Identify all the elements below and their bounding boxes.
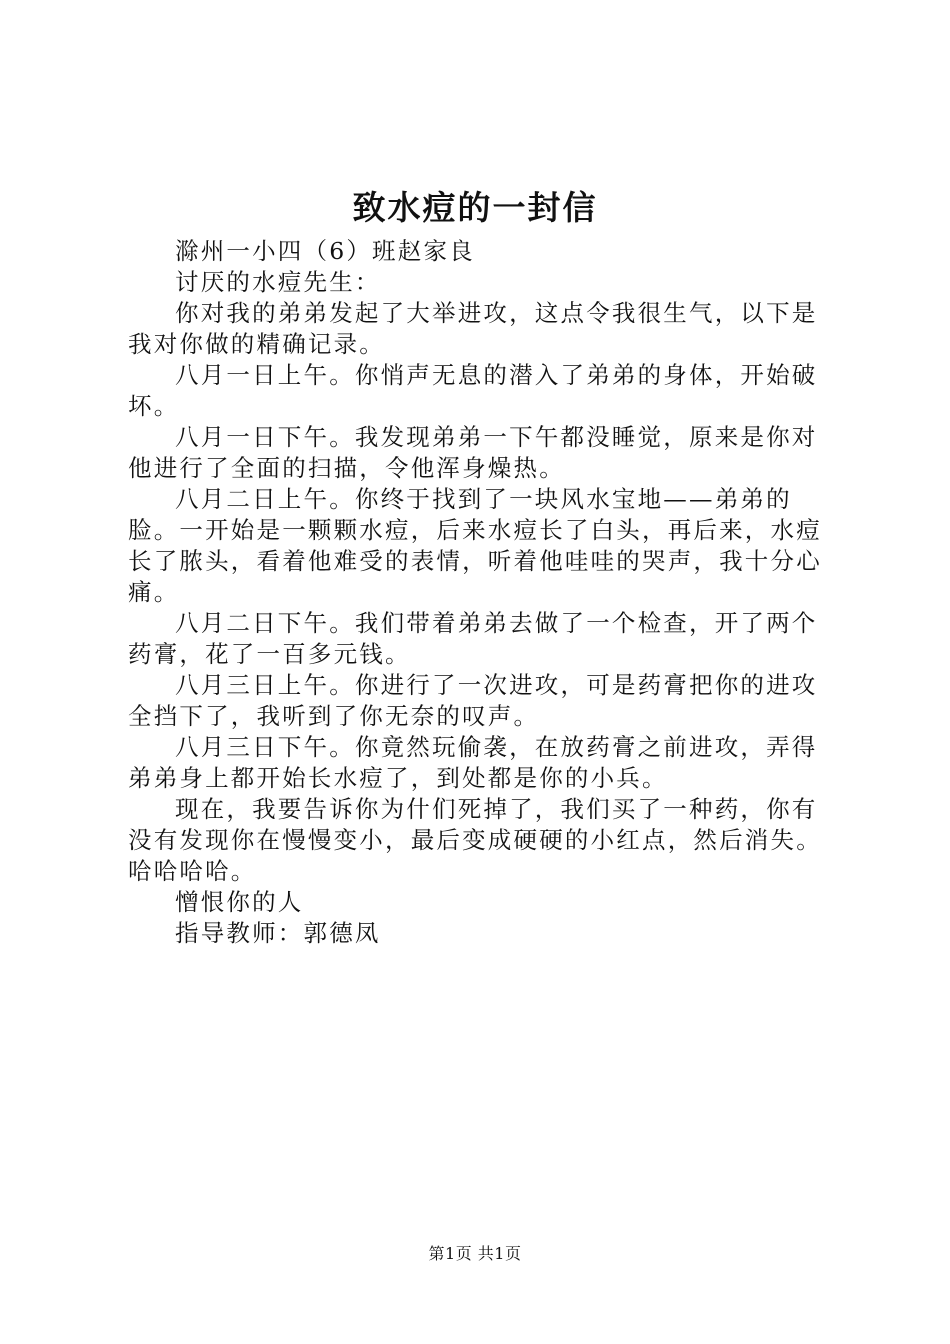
paragraph: 八月二日下午。我们带着弟弟去做了一个检查，开了两个药膏，花了一百多元钱。 xyxy=(128,609,818,668)
page-footer: 第1页 共1页 xyxy=(428,1244,522,1263)
paragraph: 八月三日下午。你竟然玩偷袭，在放药膏之前进攻，弄得弟弟身上都开始长水痘了，到处都是你的小兵。 xyxy=(128,733,818,792)
teacher-line: 指导教师：郭德凤 xyxy=(175,919,381,947)
paragraph: 八月一日下午。我发现弟弟一下午都没睡觉，原来是你对他进行了全面的扫描，令他浑身燥热。 xyxy=(128,423,818,482)
paragraph: 八月三日上午。你进行了一次进攻，可是药膏把你的进攻全挡下了，我听到了你无奈的叹声。 xyxy=(128,671,818,730)
paragraph: 你对我的弟弟发起了大举进攻，这点令我很生气，以下是我对你做的精确记录。 xyxy=(128,299,818,358)
paragraph: 现在，我要告诉你为什们死掉了，我们买了一种药，你有没有发现你在慢慢变小，最后变成硬硬的小红点，然后消失。哈哈哈哈。 xyxy=(128,795,822,885)
author-line: 滁州一小四（6）班赵家良 xyxy=(175,237,475,265)
closing-line: 憎恨你的人 xyxy=(175,888,304,916)
paragraph: 八月二日上午。你终于找到了一块风水宝地——弟弟的脸。一开始是一颗颗水痘，后来水痘长了白头，再后来，水痘长了脓头，看着他难受的表情，听着他哇哇的哭声，我十分心痛。 xyxy=(128,485,822,606)
paragraph: 八月一日上午。你悄声无息的潜入了弟弟的身体，开始破坏。 xyxy=(128,361,818,420)
salutation: 讨厌的水痘先生： xyxy=(175,268,381,296)
letter-body xyxy=(128,236,838,949)
page-title: 致水痘的一封信 xyxy=(352,188,598,227)
